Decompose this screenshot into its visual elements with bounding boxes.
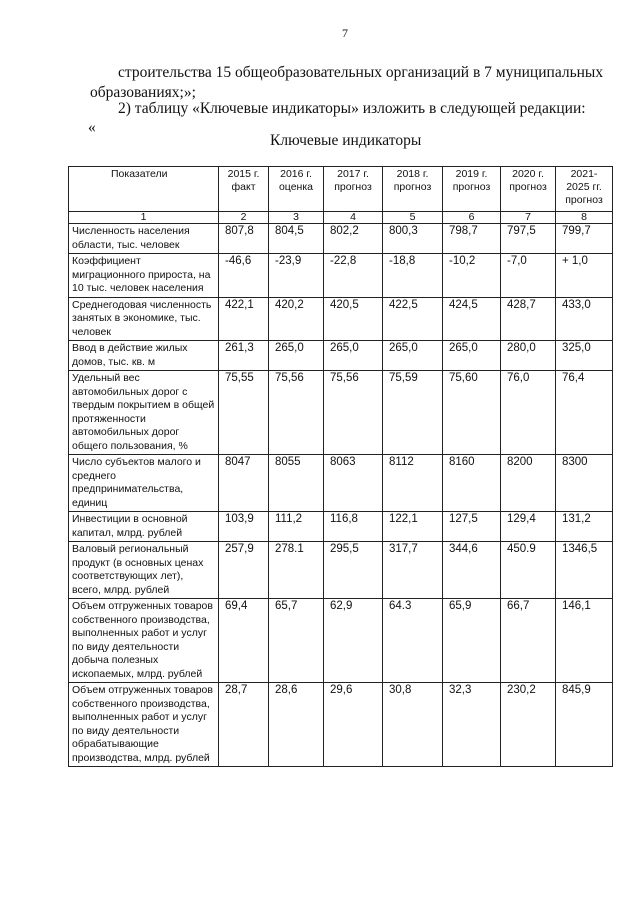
indicator-value: 66,7 xyxy=(501,599,556,683)
header-cell: 2019 г. прогноз xyxy=(443,167,501,212)
indicator-value: 265,0 xyxy=(383,341,443,371)
indicator-value: 422,5 xyxy=(383,297,443,341)
indicator-label: Число субъектов малого и среднего предпринимательства, единиц xyxy=(69,455,219,512)
indicator-value: 802,2 xyxy=(324,224,383,254)
indicator-value: 65,9 xyxy=(443,599,501,683)
header-cell: 2017 г. прогноз xyxy=(324,167,383,212)
indicator-value: 433,0 xyxy=(556,297,613,341)
key-indicators-table xyxy=(68,166,613,767)
page-number: 7 xyxy=(342,26,348,40)
indicator-value: 804,5 xyxy=(269,224,324,254)
intro-line-3: 2) таблицу «Ключевые индикаторы» изложить в следующей редакции: xyxy=(118,100,586,117)
indicator-value: 845,9 xyxy=(556,683,613,767)
indicator-value: 800,3 xyxy=(383,224,443,254)
indicator-value: 30,8 xyxy=(383,683,443,767)
column-numbers-row xyxy=(69,212,613,224)
indicator-value: 8300 xyxy=(556,455,613,512)
indicator-value: 424,5 xyxy=(443,297,501,341)
indicator-value: 32,3 xyxy=(443,683,501,767)
indicator-value: 278.1 xyxy=(269,542,324,599)
indicator-value: 265,0 xyxy=(443,341,501,371)
indicator-value: 428,7 xyxy=(501,297,556,341)
table-row xyxy=(69,599,613,683)
indicator-label: Среднегодовая численность занятых в экономике, тыс. человек xyxy=(69,297,219,341)
table-row xyxy=(69,542,613,599)
column-number: 7 xyxy=(501,212,556,224)
table-row xyxy=(69,254,613,298)
indicator-value: 8160 xyxy=(443,455,501,512)
column-number: 4 xyxy=(324,212,383,224)
column-number: 2 xyxy=(219,212,269,224)
column-number: 1 xyxy=(69,212,219,224)
indicator-label: Численность населения области, тыс. человек xyxy=(69,224,219,254)
column-number: 6 xyxy=(443,212,501,224)
indicator-value: 265,0 xyxy=(324,341,383,371)
indicator-value: 420,5 xyxy=(324,297,383,341)
indicator-value: 797,5 xyxy=(501,224,556,254)
indicator-value: 75,56 xyxy=(269,371,324,455)
header-cell: 2016 г. оценка xyxy=(269,167,324,212)
indicator-label: Объем отгруженных товаров собственного производства, выполненных работ и услуг по виду деятельности добыча полезных ископаемых, млрд. рублей xyxy=(69,599,219,683)
indicator-value: 317,7 xyxy=(383,542,443,599)
indicator-value: 8063 xyxy=(324,455,383,512)
indicator-value: 450.9 xyxy=(501,542,556,599)
header-cell: 2020 г. прогноз xyxy=(501,167,556,212)
indicator-value: + 1,0 xyxy=(556,254,613,298)
indicator-value: 111,2 xyxy=(269,512,324,542)
header-cell: 2015 г. факт xyxy=(219,167,269,212)
column-number: 5 xyxy=(383,212,443,224)
indicator-label: Объем отгруженных товаров собственного производства, выполненных работ и услуг по виду деятельности обрабатывающие производства, млрд. рублей xyxy=(69,683,219,767)
indicator-value: 8200 xyxy=(501,455,556,512)
indicator-value: 76,4 xyxy=(556,371,613,455)
indicator-value: -22,8 xyxy=(324,254,383,298)
column-number: 8 xyxy=(556,212,613,224)
indicator-value: 75,59 xyxy=(383,371,443,455)
indicator-label: Коэффициент миграционного прироста, на 10 тыс. человек населения xyxy=(69,254,219,298)
indicator-value: 799,7 xyxy=(556,224,613,254)
indicator-value: 129,4 xyxy=(501,512,556,542)
indicator-value: 280,0 xyxy=(501,341,556,371)
table-row xyxy=(69,297,613,341)
indicator-value: 146,1 xyxy=(556,599,613,683)
indicator-value: 8112 xyxy=(383,455,443,512)
indicator-value: -23,9 xyxy=(269,254,324,298)
indicator-value: 29,6 xyxy=(324,683,383,767)
header-cell: Показатели xyxy=(69,167,219,212)
indicator-value: 65,7 xyxy=(269,599,324,683)
header-cell: 2021-2025 гг. прогноз xyxy=(556,167,613,212)
indicator-value: 422,1 xyxy=(219,297,269,341)
indicator-value: -18,8 xyxy=(383,254,443,298)
indicator-value: 69,4 xyxy=(219,599,269,683)
indicator-value: 1346,5 xyxy=(556,542,613,599)
table-row xyxy=(69,341,613,371)
indicator-value: 230,2 xyxy=(501,683,556,767)
indicator-value: 28,7 xyxy=(219,683,269,767)
indicator-value: 28,6 xyxy=(269,683,324,767)
indicator-value: 62,9 xyxy=(324,599,383,683)
table-row xyxy=(69,683,613,767)
table-row xyxy=(69,224,613,254)
indicator-value: -7,0 xyxy=(501,254,556,298)
indicator-value: 64.3 xyxy=(383,599,443,683)
indicator-value: -10,2 xyxy=(443,254,501,298)
indicator-value: 75,60 xyxy=(443,371,501,455)
table-row xyxy=(69,455,613,512)
table-header-row xyxy=(69,167,613,212)
indicator-value: 325,0 xyxy=(556,341,613,371)
indicator-label: Удельный вес автомобильных дорог с твердым покрытием в общей протяженности автомобильных дорог общего пользования, % xyxy=(69,371,219,455)
indicator-label: Валовый региональный продукт (в основных ценах соответствующих лет), всего, млрд. рублей xyxy=(69,542,219,599)
indicator-value: 265,0 xyxy=(269,341,324,371)
indicator-value: 122,1 xyxy=(383,512,443,542)
indicator-value: 116,8 xyxy=(324,512,383,542)
indicator-value: 261,3 xyxy=(219,341,269,371)
intro-line-1: строительства 15 общеобразовательных организаций в 7 муниципальных xyxy=(118,64,604,81)
indicator-value: 8055 xyxy=(269,455,324,512)
indicator-value: 295,5 xyxy=(324,542,383,599)
indicator-value: 807,8 xyxy=(219,224,269,254)
indicator-value: -46,6 xyxy=(219,254,269,298)
indicator-value: 75,56 xyxy=(324,371,383,455)
indicator-value: 344,6 xyxy=(443,542,501,599)
table-row xyxy=(69,371,613,455)
indicator-value: 131,2 xyxy=(556,512,613,542)
indicator-value: 420,2 xyxy=(269,297,324,341)
indicator-value: 8047 xyxy=(219,455,269,512)
indicator-label: Ввод в действие жилых домов, тыс. кв. м xyxy=(69,341,219,371)
indicator-value: 798,7 xyxy=(443,224,501,254)
indicator-value: 103,9 xyxy=(219,512,269,542)
indicator-label: Инвестиции в основной капитал, млрд. рублей xyxy=(69,512,219,542)
table-title: Ключевые индикаторы xyxy=(270,132,422,149)
table-row xyxy=(69,512,613,542)
intro-line-2: образованиях;»; xyxy=(90,84,196,101)
indicator-value: 76,0 xyxy=(501,371,556,455)
indicator-value: 75,55 xyxy=(219,371,269,455)
column-number: 3 xyxy=(269,212,324,224)
opening-quote: « xyxy=(88,119,96,136)
header-cell: 2018 г. прогноз xyxy=(383,167,443,212)
indicator-value: 127,5 xyxy=(443,512,501,542)
indicator-value: 257,9 xyxy=(219,542,269,599)
